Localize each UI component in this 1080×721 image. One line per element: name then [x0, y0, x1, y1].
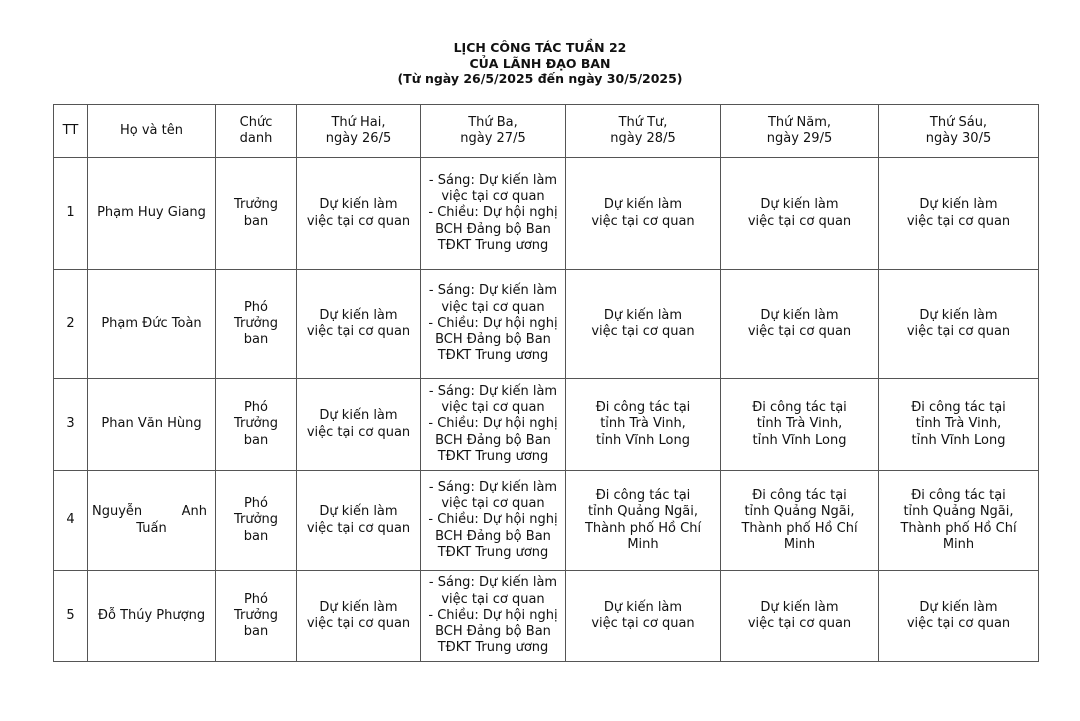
- leader-name: Phạm Huy Giang: [88, 158, 216, 270]
- schedule-line: Dự kiến làm: [919, 599, 998, 615]
- title-line: ban: [243, 213, 269, 229]
- schedule-line: việc tại cơ quan: [906, 324, 1011, 339]
- schedule-line: Dự kiến làm: [319, 307, 398, 323]
- monday-cell: [297, 471, 421, 571]
- title-line: ban: [243, 432, 269, 448]
- monday-cell: [297, 571, 421, 662]
- monday-cell: [297, 158, 421, 270]
- leader-title: [216, 379, 297, 471]
- schedule-line: Dự kiến làm: [760, 599, 839, 615]
- schedule-line: Đi công tác tại: [752, 488, 847, 504]
- col-tt-label: TT: [62, 122, 79, 138]
- col-monday-date: ngày 26/5: [325, 131, 392, 146]
- col-monday: [297, 105, 421, 158]
- title-line: Phó: [243, 496, 269, 512]
- title-line: Trưởng: [233, 315, 279, 331]
- leader-name: Phạm Đức Toàn: [88, 270, 216, 379]
- title-line: Trưởng: [233, 607, 279, 623]
- col-wednesday: [566, 105, 721, 158]
- schedule-line: việc tại cơ quan: [906, 213, 1011, 229]
- schedule-line: Minh: [627, 536, 659, 552]
- schedule-line: Dự kiến làm: [603, 197, 683, 213]
- schedule-line: Minh: [783, 536, 816, 552]
- row-number: 2: [54, 270, 88, 379]
- table-row: [54, 379, 1039, 471]
- schedule-line: - Chiều: Dự hội nghị: [428, 205, 558, 221]
- schedule-line: việc tại cơ quan: [306, 213, 411, 229]
- schedule-line: Dự kiến làm: [319, 504, 398, 520]
- schedule-line: việc tại cơ quan: [306, 324, 411, 339]
- schedule-line: - Chiều: Dự hội nghị: [428, 512, 558, 528]
- title-line-2: CỦA LÃNH ĐẠO BAN: [469, 55, 611, 71]
- col-friday-date: ngày 30/5: [925, 131, 992, 146]
- schedule-line: Minh: [942, 536, 975, 552]
- leader-title: [216, 571, 297, 662]
- schedule-table: [53, 104, 1039, 662]
- wednesday-cell: [566, 571, 721, 662]
- schedule-line: việc tại cơ quan: [441, 299, 545, 315]
- col-title-label-2: danh: [239, 131, 273, 146]
- col-monday-day: Thứ Hai,: [331, 114, 386, 130]
- col-friday: [879, 105, 1039, 158]
- schedule-line: việc tại cơ quan: [306, 520, 411, 536]
- leader-name-line-2: Tuấn: [136, 520, 167, 536]
- friday-cell: [879, 379, 1039, 471]
- schedule-line: Dự kiến làm: [919, 307, 998, 323]
- schedule-line: tỉnh Trà Vinh,: [756, 416, 843, 432]
- leader-name-part: Nguyễn: [92, 504, 143, 520]
- title-line: ban: [243, 528, 269, 544]
- schedule-line: Thành phố Hồ Chí: [900, 520, 1017, 536]
- leader-name: Đỗ Thúy Phượng: [88, 571, 216, 662]
- schedule-line: - Sáng: Dự kiến làm: [428, 575, 558, 591]
- schedule-line: việc tại cơ quan: [747, 213, 852, 229]
- monday-cell: [297, 270, 421, 379]
- header-row: [54, 105, 1039, 158]
- schedule-line: Dự kiến làm: [319, 197, 398, 213]
- leader-title: [216, 270, 297, 379]
- schedule-line: Thành phố Hồ Chí: [741, 520, 858, 536]
- schedule-line: - Sáng: Dự kiến làm: [428, 383, 558, 399]
- table-row: [54, 471, 1039, 571]
- col-name-label: Họ và tên: [120, 122, 183, 138]
- tuesday-cell: [421, 571, 566, 662]
- col-tuesday-date: ngày 27/5: [460, 131, 526, 146]
- title-line: Phó: [243, 400, 269, 416]
- schedule-line: BCH Đảng bộ Ban: [435, 624, 551, 640]
- table-row: [54, 158, 1039, 270]
- schedule-line: - Sáng: Dự kiến làm: [428, 283, 558, 299]
- schedule-line: Đi công tác tại: [911, 488, 1006, 504]
- title-line: ban: [243, 624, 269, 640]
- friday-cell: [879, 270, 1039, 379]
- schedule-line: TĐKT Trung ương: [437, 348, 549, 364]
- schedule-line: việc tại cơ quan: [747, 616, 852, 631]
- title-line: Trưởng: [233, 416, 279, 432]
- schedule-line: - Sáng: Dự kiến làm: [428, 479, 558, 495]
- title-line: Trưởng: [233, 197, 279, 213]
- col-thursday-date: ngày 29/5: [766, 131, 833, 146]
- schedule-line: việc tại cơ quan: [441, 591, 545, 607]
- schedule-line: - Chiều: Dự hội nghị: [428, 315, 558, 331]
- friday-cell: [879, 571, 1039, 662]
- col-title: [216, 105, 297, 158]
- schedule-line: TĐKT Trung ương: [437, 544, 549, 560]
- schedule-line: tỉnh Vĩnh Long: [752, 432, 847, 448]
- tuesday-cell: [421, 379, 566, 471]
- leader-name: [88, 471, 216, 571]
- schedule-line: TĐKT Trung ương: [437, 640, 549, 656]
- schedule-line: BCH Đảng bộ Ban: [435, 332, 551, 348]
- schedule-line: - Sáng: Dự kiến làm: [428, 172, 558, 188]
- tuesday-cell: [421, 270, 566, 379]
- col-wednesday-day: Thứ Tư,: [618, 114, 668, 130]
- schedule-line: tỉnh Vĩnh Long: [596, 432, 690, 448]
- schedule-line: tỉnh Quảng Ngãi,: [903, 504, 1014, 520]
- leader-name-part: Anh: [181, 504, 207, 520]
- schedule-line: BCH Đảng bộ Ban: [435, 432, 551, 448]
- schedule-line: việc tại cơ quan: [591, 324, 695, 339]
- col-friday-day: Thứ Sáu,: [929, 114, 988, 130]
- col-thursday: [721, 105, 879, 158]
- schedule-line: việc tại cơ quan: [747, 324, 852, 339]
- col-tuesday: [421, 105, 566, 158]
- table-row: [54, 270, 1039, 379]
- tuesday-cell: [421, 471, 566, 571]
- thursday-cell: [721, 158, 879, 270]
- schedule-line: Dự kiến làm: [760, 197, 839, 213]
- friday-cell: [879, 471, 1039, 571]
- title-date-range: (Từ ngày 26/5/2025 đến ngày 30/5/2025): [397, 71, 683, 86]
- col-title-label-1: Chức: [239, 114, 273, 130]
- wednesday-cell: [566, 379, 721, 471]
- thursday-cell: [721, 270, 879, 379]
- schedule-line: tỉnh Quảng Ngãi,: [744, 504, 855, 520]
- schedule-line: Dự kiến làm: [919, 197, 998, 213]
- schedule-line: việc tại cơ quan: [591, 616, 695, 631]
- schedule-line: BCH Đảng bộ Ban: [435, 221, 551, 237]
- schedule-line: tỉnh Trà Vinh,: [600, 416, 686, 432]
- monday-cell: [297, 379, 421, 471]
- wednesday-cell: [566, 270, 721, 379]
- schedule-line: TĐKT Trung ương: [437, 448, 549, 464]
- schedule-line: Dự kiến làm: [603, 599, 683, 615]
- title-line-1: LỊCH CÔNG TÁC TUẦN 22: [453, 40, 627, 55]
- schedule-line: Đi công tác tại: [595, 400, 691, 416]
- tuesday-cell: [421, 158, 566, 270]
- schedule-line: Đi công tác tại: [752, 400, 847, 416]
- schedule-line: việc tại cơ quan: [441, 496, 545, 512]
- col-name: [88, 105, 216, 158]
- wednesday-cell: [566, 471, 721, 571]
- schedule-line: - Chiều: Dự hội nghị: [428, 607, 558, 623]
- col-tuesday-day: Thứ Ba,: [468, 114, 518, 130]
- schedule-line: Đi công tác tại: [595, 488, 691, 504]
- table-row: [54, 571, 1039, 662]
- title-line: ban: [243, 332, 269, 348]
- leader-name-line-1: [92, 504, 211, 520]
- row-number: 1: [54, 158, 88, 270]
- title-line: Phó: [243, 591, 269, 607]
- schedule-line: TĐKT Trung ương: [437, 237, 549, 253]
- thursday-cell: [721, 379, 879, 471]
- schedule-line: tỉnh Vĩnh Long: [911, 432, 1006, 448]
- schedule-line: Dự kiến làm: [603, 307, 683, 323]
- row-number: 4: [54, 471, 88, 571]
- row-number: 3: [54, 379, 88, 471]
- schedule-line: Dự kiến làm: [319, 408, 398, 424]
- schedule-line: Dự kiến làm: [760, 307, 839, 323]
- schedule-line: việc tại cơ quan: [906, 616, 1011, 631]
- schedule-line: việc tại cơ quan: [306, 424, 411, 440]
- schedule-line: việc tại cơ quan: [441, 189, 545, 205]
- schedule-line: - Chiều: Dự hội nghị: [428, 416, 558, 432]
- thursday-cell: [721, 471, 879, 571]
- col-wednesday-date: ngày 28/5: [610, 131, 676, 146]
- thursday-cell: [721, 571, 879, 662]
- title-line: Phó: [243, 299, 269, 315]
- leader-title: [216, 158, 297, 270]
- row-number: 5: [54, 571, 88, 662]
- col-tt: [54, 105, 88, 158]
- title-line: Trưởng: [233, 512, 279, 528]
- friday-cell: [879, 158, 1039, 270]
- schedule-line: Đi công tác tại: [911, 400, 1006, 416]
- schedule-line: việc tại cơ quan: [591, 213, 695, 229]
- schedule-line: việc tại cơ quan: [306, 616, 411, 631]
- schedule-line: việc tại cơ quan: [441, 400, 545, 416]
- schedule-line: Dự kiến làm: [319, 599, 398, 615]
- col-thursday-day: Thứ Năm,: [767, 114, 832, 130]
- schedule-line: BCH Đảng bộ Ban: [435, 528, 551, 544]
- schedule-line: Thành phố Hồ Chí: [584, 520, 702, 536]
- leader-title: [216, 471, 297, 571]
- document-title: [0, 40, 1080, 87]
- schedule-line: tỉnh Quảng Ngãi,: [587, 504, 699, 520]
- wednesday-cell: [566, 158, 721, 270]
- schedule-line: tỉnh Trà Vinh,: [915, 416, 1002, 432]
- leader-name: Phan Văn Hùng: [88, 379, 216, 471]
